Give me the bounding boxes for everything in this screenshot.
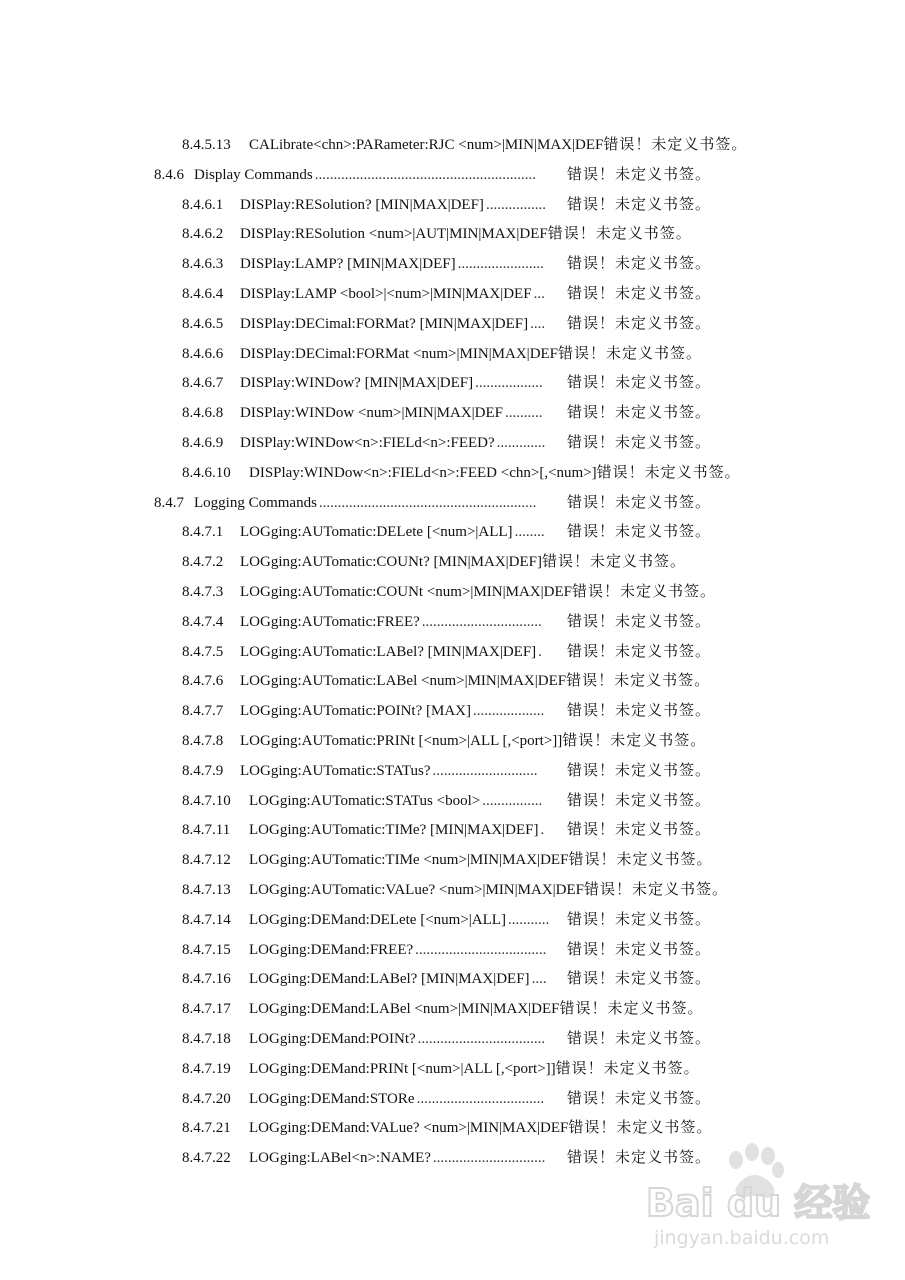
toc-entry-number: 8.4.7.5 bbox=[182, 644, 224, 660]
toc-entry-leader: .... bbox=[530, 316, 546, 332]
toc-entry-page-ref: 错误！未定义书签。 bbox=[566, 373, 711, 391]
toc-entry-title: DISPlay:WINDow <num>|MIN|MAX|DEF bbox=[240, 405, 504, 421]
toc-entry[interactable] bbox=[182, 580, 716, 602]
toc-entry[interactable] bbox=[182, 1057, 700, 1079]
toc-entry[interactable] bbox=[182, 610, 711, 632]
toc-entry-leader: . bbox=[538, 644, 542, 660]
baidu-jingyan-watermark bbox=[640, 1138, 870, 1258]
toc-entry-title: DISPlay:LAMP? [MIN|MAX|DEF] bbox=[240, 256, 456, 272]
toc-entry-number: 8.4.6.2 bbox=[182, 226, 224, 242]
toc-entry-number: 8.4.7.7 bbox=[182, 703, 224, 719]
toc-entry-page-ref: 错误！未定义书签。 bbox=[596, 463, 741, 481]
toc-entry-title: LOGging:AUTomatic:VALue? <num>|MIN|MAX|DEF bbox=[249, 882, 584, 898]
toc-entry-page-ref: 错误！未定义书签。 bbox=[566, 403, 711, 421]
toc-entry-leader: .......................................................... bbox=[318, 495, 537, 511]
toc-entry-title: LOGging:AUTomatic:COUNt? [MIN|MAX|DEF] bbox=[240, 554, 543, 570]
toc-entry-title: LOGging:DEMand:LABel <num>|MIN|MAX|DEF bbox=[249, 1001, 560, 1017]
toc-entry[interactable] bbox=[182, 848, 712, 870]
toc-entry-title: CALibrate<chn>:PARameter:RJC <num>|MIN|MAX|DEF bbox=[249, 137, 604, 153]
toc-entry-page-ref: 错误！未定义书签。 bbox=[542, 552, 687, 570]
toc-entry-number: 8.4.7.15 bbox=[182, 942, 231, 958]
toc-entry-title: DISPlay:DECimal:FORMat? [MIN|MAX|DEF] bbox=[240, 316, 529, 332]
toc-entry[interactable] bbox=[182, 431, 711, 453]
toc-entry-leader: .................................. bbox=[417, 1031, 546, 1047]
toc-entry[interactable] bbox=[154, 491, 711, 513]
toc-entry-leader: ........... bbox=[507, 912, 550, 928]
toc-entry-number: 8.4.7.20 bbox=[182, 1091, 231, 1107]
watermark-url: jingyan.baidu.com bbox=[654, 1227, 830, 1249]
toc-entry-title: LOGging:DEMand:VALue? <num>|MIN|MAX|DEF bbox=[249, 1120, 569, 1136]
toc-entry-page-ref: 错误！未定义书签。 bbox=[566, 642, 711, 660]
toc-entry[interactable] bbox=[182, 282, 711, 304]
toc-entry-leader: .......... bbox=[505, 405, 543, 421]
toc-entry-page-ref: 错误！未定义书签。 bbox=[566, 820, 711, 838]
toc-entry-title: LOGging:AUTomatic:STATus <bool> bbox=[249, 793, 481, 809]
toc-entry-leader: ................ bbox=[485, 197, 546, 213]
toc-entry-title: LOGging:AUTomatic:COUNt <num>|MIN|MAX|DEF bbox=[240, 584, 572, 600]
toc-entry-number: 8.4.7.4 bbox=[182, 614, 224, 630]
toc-entry-number: 8.4.7.1 bbox=[182, 524, 224, 540]
toc-entry-number: 8.4.6.1 bbox=[182, 197, 224, 213]
toc-entry[interactable] bbox=[182, 699, 711, 721]
toc-entry-number: 8.4.7.18 bbox=[182, 1031, 231, 1047]
toc-entry-number: 8.4.7.3 bbox=[182, 584, 224, 600]
toc-entry-number: 8.4.7 bbox=[154, 495, 184, 511]
toc-entry[interactable] bbox=[182, 371, 711, 393]
toc-entry-page-ref: 错误！未定义书签。 bbox=[547, 224, 692, 242]
toc-entry-page-ref: 错误！未定义书签。 bbox=[566, 284, 711, 302]
toc-entry-title: LOGging:AUTomatic:FREE? bbox=[240, 614, 420, 630]
toc-entry-title: Logging Commands bbox=[194, 495, 317, 511]
toc-entry[interactable] bbox=[182, 133, 747, 155]
toc-entry-page-ref: 错误！未定义书签。 bbox=[566, 791, 711, 809]
toc-entry[interactable] bbox=[182, 342, 702, 364]
toc-entry-number: 8.4.6.3 bbox=[182, 256, 224, 272]
toc-entry-number: 8.4.6.10 bbox=[182, 465, 231, 481]
toc-entry-page-ref: 错误！未定义书签。 bbox=[566, 314, 711, 332]
toc-entry-number: 8.4.7.11 bbox=[182, 822, 231, 838]
toc-entry-title: LOGging:AUTomatic:TIMe? [MIN|MAX|DEF] bbox=[249, 822, 539, 838]
toc-entry-leader: ........ bbox=[514, 524, 545, 540]
toc-entry-number: 8.4.7.8 bbox=[182, 733, 224, 749]
toc-entry-page-ref: 错误！未定义书签。 bbox=[566, 254, 711, 272]
toc-entry-leader: ....................... bbox=[457, 256, 544, 272]
toc-entry[interactable] bbox=[182, 1087, 711, 1109]
toc-entry[interactable] bbox=[182, 908, 711, 930]
toc-entry-page-ref: 错误！未定义书签。 bbox=[566, 1029, 711, 1047]
toc-entry-number: 8.4.7.13 bbox=[182, 882, 231, 898]
toc-entry-title: DISPlay:WINDow<n>:FIELd<n>:FEED <chn>[,<num>] bbox=[249, 465, 597, 481]
toc-entry-title: DISPlay:WINDow<n>:FIELd<n>:FEED? bbox=[240, 435, 495, 451]
toc-entry-number: 8.4.6 bbox=[154, 167, 184, 183]
toc-entry-page-ref: 错误！未定义书签。 bbox=[566, 493, 711, 511]
toc-entry-page-ref: 错误！未定义书签。 bbox=[568, 1118, 713, 1136]
toc-entry[interactable] bbox=[182, 193, 711, 215]
toc-entry-title: LOGging:DEMand:POINt? bbox=[249, 1031, 416, 1047]
toc-entry-page-ref: 错误！未定义书签。 bbox=[566, 701, 711, 719]
toc-entry-number: 8.4.7.19 bbox=[182, 1061, 231, 1077]
toc-entry-title: LOGging:AUTomatic:LABel? [MIN|MAX|DEF] bbox=[240, 644, 537, 660]
toc-entry-title: DISPlay:WINDow? [MIN|MAX|DEF] bbox=[240, 375, 474, 391]
toc-entry-page-ref: 错误！未定义书签。 bbox=[566, 433, 711, 451]
toc-entry[interactable] bbox=[182, 878, 728, 900]
toc-entry-title: LOGging:DEMand:FREE? bbox=[249, 942, 414, 958]
toc-entry-title: LOGging:AUTomatic:LABel <num>|MIN|MAX|DEF bbox=[240, 673, 567, 689]
toc-entry-page-ref: 错误！未定义书签。 bbox=[566, 761, 711, 779]
toc-entry-page-ref: 错误！未定义书签。 bbox=[566, 612, 711, 630]
toc-entry-number: 8.4.7.17 bbox=[182, 1001, 231, 1017]
toc-entry-leader: . bbox=[540, 822, 545, 838]
toc-entry-page-ref: 错误！未定义书签。 bbox=[566, 522, 711, 540]
toc-entry[interactable] bbox=[182, 789, 711, 811]
toc-entry-leader: ... bbox=[533, 286, 545, 302]
toc-entry-number: 8.4.7.2 bbox=[182, 554, 224, 570]
toc-entry-number: 8.4.6.8 bbox=[182, 405, 224, 421]
toc-entry[interactable] bbox=[182, 252, 711, 274]
toc-entry-page-ref: 错误！未定义书签。 bbox=[566, 165, 711, 183]
toc-entry-page-ref: 错误！未定义书签。 bbox=[566, 671, 711, 689]
paw-logo-icon bbox=[640, 1138, 870, 1258]
toc-entry-leader: ................... bbox=[473, 703, 545, 719]
toc-entry-title: LOGging:LABel<n>:NAME? bbox=[249, 1150, 431, 1166]
toc-entry-page-ref: 错误！未定义书签。 bbox=[566, 969, 711, 987]
toc-entry-leader: ............. bbox=[496, 435, 546, 451]
toc-entry-page-ref: 错误！未定义书签。 bbox=[566, 910, 711, 928]
toc-entry-leader: ........................................................... bbox=[314, 167, 536, 183]
toc-entry-page-ref: 错误！未定义书签。 bbox=[568, 850, 713, 868]
toc-entry-leader: ................................ bbox=[421, 614, 542, 630]
toc-entry-page-ref: 错误！未定义书签。 bbox=[555, 1059, 700, 1077]
toc-entry-title: LOGging:DEMand:STORe bbox=[249, 1091, 415, 1107]
toc-entry[interactable] bbox=[182, 729, 706, 751]
toc-entry-page-ref: 错误！未定义书签。 bbox=[559, 999, 704, 1017]
toc-entry[interactable] bbox=[182, 669, 710, 691]
toc-entry-number: 8.4.5.13 bbox=[182, 137, 231, 153]
toc-entry-title: DISPlay:DECimal:FORMat <num>|MIN|MAX|DEF bbox=[240, 346, 559, 362]
toc-entry-number: 8.4.7.6 bbox=[182, 673, 224, 689]
toc-entry-page-ref: 错误！未定义书签。 bbox=[603, 135, 748, 153]
toc-entry-title: LOGging:AUTomatic:STATus? bbox=[240, 763, 431, 779]
toc-entry-title: DISPlay:LAMP <bool>|<num>|MIN|MAX|DEF bbox=[240, 286, 532, 302]
toc-entry-page-ref: 错误！未定义书签。 bbox=[571, 582, 716, 600]
toc-entry-number: 8.4.6.6 bbox=[182, 346, 224, 362]
toc-entry[interactable] bbox=[182, 1146, 711, 1168]
toc-entry-number: 8.4.6.5 bbox=[182, 316, 224, 332]
toc-entry[interactable] bbox=[182, 759, 711, 781]
toc-entry-leader: ................................... bbox=[415, 942, 547, 958]
toc-entry-title: LOGging:DEMand:LABel? [MIN|MAX|DEF] bbox=[249, 971, 530, 987]
toc-entry-page-ref: 错误！未定义书签。 bbox=[558, 344, 703, 362]
toc-entry[interactable] bbox=[182, 461, 741, 483]
toc-entry[interactable] bbox=[182, 967, 711, 989]
toc-entry-number: 8.4.6.4 bbox=[182, 286, 224, 302]
toc-entry[interactable] bbox=[182, 997, 704, 1019]
toc-entry-title: DISPlay:RESolution? [MIN|MAX|DEF] bbox=[240, 197, 484, 213]
toc-entry[interactable] bbox=[182, 550, 686, 572]
toc-entry-number: 8.4.6.9 bbox=[182, 435, 224, 451]
toc-entry-leader: .............................. bbox=[432, 1150, 546, 1166]
toc-entry-title: DISPlay:RESolution <num>|AUT|MIN|MAX|DEF bbox=[240, 226, 548, 242]
toc-entry-page-ref: 错误！未定义书签。 bbox=[566, 195, 711, 213]
toc-entry-page-ref: 错误！未定义书签。 bbox=[566, 1148, 711, 1166]
toc-entry-number: 8.4.7.22 bbox=[182, 1150, 231, 1166]
toc-entry-number: 8.4.7.12 bbox=[182, 852, 231, 868]
watermark-brand: Bai du 经验 bbox=[646, 1181, 870, 1225]
toc-entry-page-ref: 错误！未定义书签。 bbox=[584, 880, 729, 898]
toc-entry-leader: ............................ bbox=[432, 763, 538, 779]
toc-entry[interactable] bbox=[182, 312, 711, 334]
toc-entry[interactable] bbox=[182, 1116, 712, 1138]
toc-entry-page-ref: 错误！未定义书签。 bbox=[566, 940, 711, 958]
toc-entry-number: 8.4.7.16 bbox=[182, 971, 231, 987]
toc-entry[interactable] bbox=[182, 1027, 711, 1049]
toc-entry-number: 8.4.7.21 bbox=[182, 1120, 231, 1136]
toc-entry-leader: .... bbox=[531, 971, 547, 987]
toc-entry[interactable] bbox=[182, 222, 692, 244]
toc-entry-leader: ................ bbox=[482, 793, 543, 809]
toc-entry-title: LOGging:AUTomatic:PRINt [<num>|ALL [,<port>]] bbox=[240, 733, 563, 749]
toc-entry-number: 8.4.7.14 bbox=[182, 912, 231, 928]
toc-entry[interactable] bbox=[182, 401, 711, 423]
toc-entry-page-ref: 错误！未定义书签。 bbox=[562, 731, 707, 749]
toc-entry-leader: .................. bbox=[475, 375, 543, 391]
toc-entry-leader: .................................. bbox=[416, 1091, 545, 1107]
toc-entry-number: 8.4.7.9 bbox=[182, 763, 224, 779]
toc-entry-page-ref: 错误！未定义书签。 bbox=[566, 1089, 711, 1107]
toc-entry-title: LOGging:AUTomatic:POINt? [MAX] bbox=[240, 703, 471, 719]
toc-entry[interactable] bbox=[182, 818, 711, 840]
toc-entry-number: 8.4.6.7 bbox=[182, 375, 224, 391]
toc-entry-title: LOGging:AUTomatic:DELete [<num>|ALL] bbox=[240, 524, 513, 540]
toc-entry-title: Display Commands bbox=[194, 167, 313, 183]
toc-entry-title: LOGging:DEMand:PRINt [<num>|ALL [,<port>]] bbox=[249, 1061, 556, 1077]
toc-entry-title: LOGging:AUTomatic:TIMe <num>|MIN|MAX|DEF bbox=[249, 852, 569, 868]
toc-entry[interactable] bbox=[182, 640, 711, 662]
toc-entry[interactable] bbox=[154, 163, 711, 185]
toc-entry[interactable] bbox=[182, 520, 711, 542]
toc-entry[interactable] bbox=[182, 938, 711, 960]
toc-entry-title: LOGging:DEMand:DELete [<num>|ALL] bbox=[249, 912, 506, 928]
toc-entry-number: 8.4.7.10 bbox=[182, 793, 231, 809]
